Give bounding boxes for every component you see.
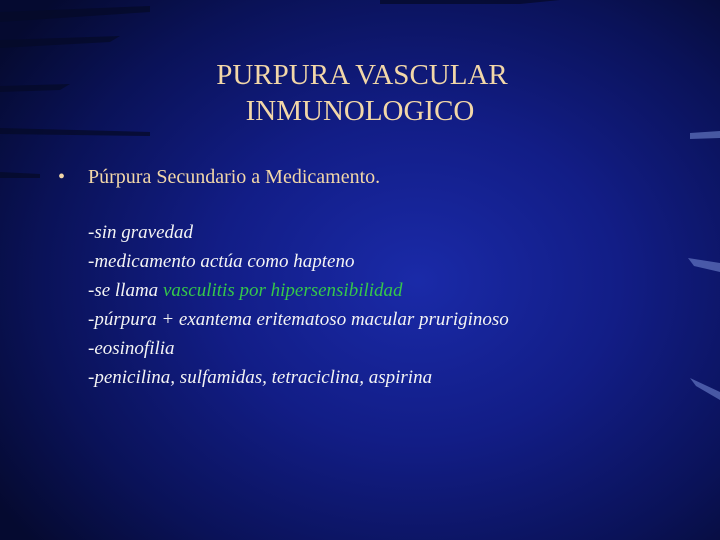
streak-left-2 [0,36,120,48]
bullet-text: Púrpura Secundario a Medicamento. [88,166,381,188]
streak-top [380,0,560,4]
slide-title [0,57,720,129]
streak-left-4 [0,128,150,136]
streak-right-3 [690,378,720,400]
detail-lines [88,218,509,392]
streak-right-2 [688,258,720,272]
streak-left-1 [0,6,150,22]
detail-line: -sin gravedad [88,222,194,243]
detail-line: -púrpura + exantema eritematoso macular pruriginoso [88,309,509,330]
bullet-item [58,164,380,190]
bullet-symbol: • [58,166,66,188]
detail-line-prefix: -se llama [88,280,163,301]
detail-line: -eosinofilia [88,338,175,359]
detail-line: -penicilina, sulfamidas, tetraciclina, aspirina [88,367,433,388]
title-line-2: INMUNOLOGICO [245,95,475,127]
title-line-1: PURPURA VASCULAR [216,59,508,91]
streak-left-5 [0,172,40,178]
highlighted-term: vasculitis por hipersensibilidad [162,280,403,301]
streak-right-1 [690,131,720,139]
detail-line [88,276,509,305]
detail-line: -medicamento actúa como hapteno [88,251,355,272]
